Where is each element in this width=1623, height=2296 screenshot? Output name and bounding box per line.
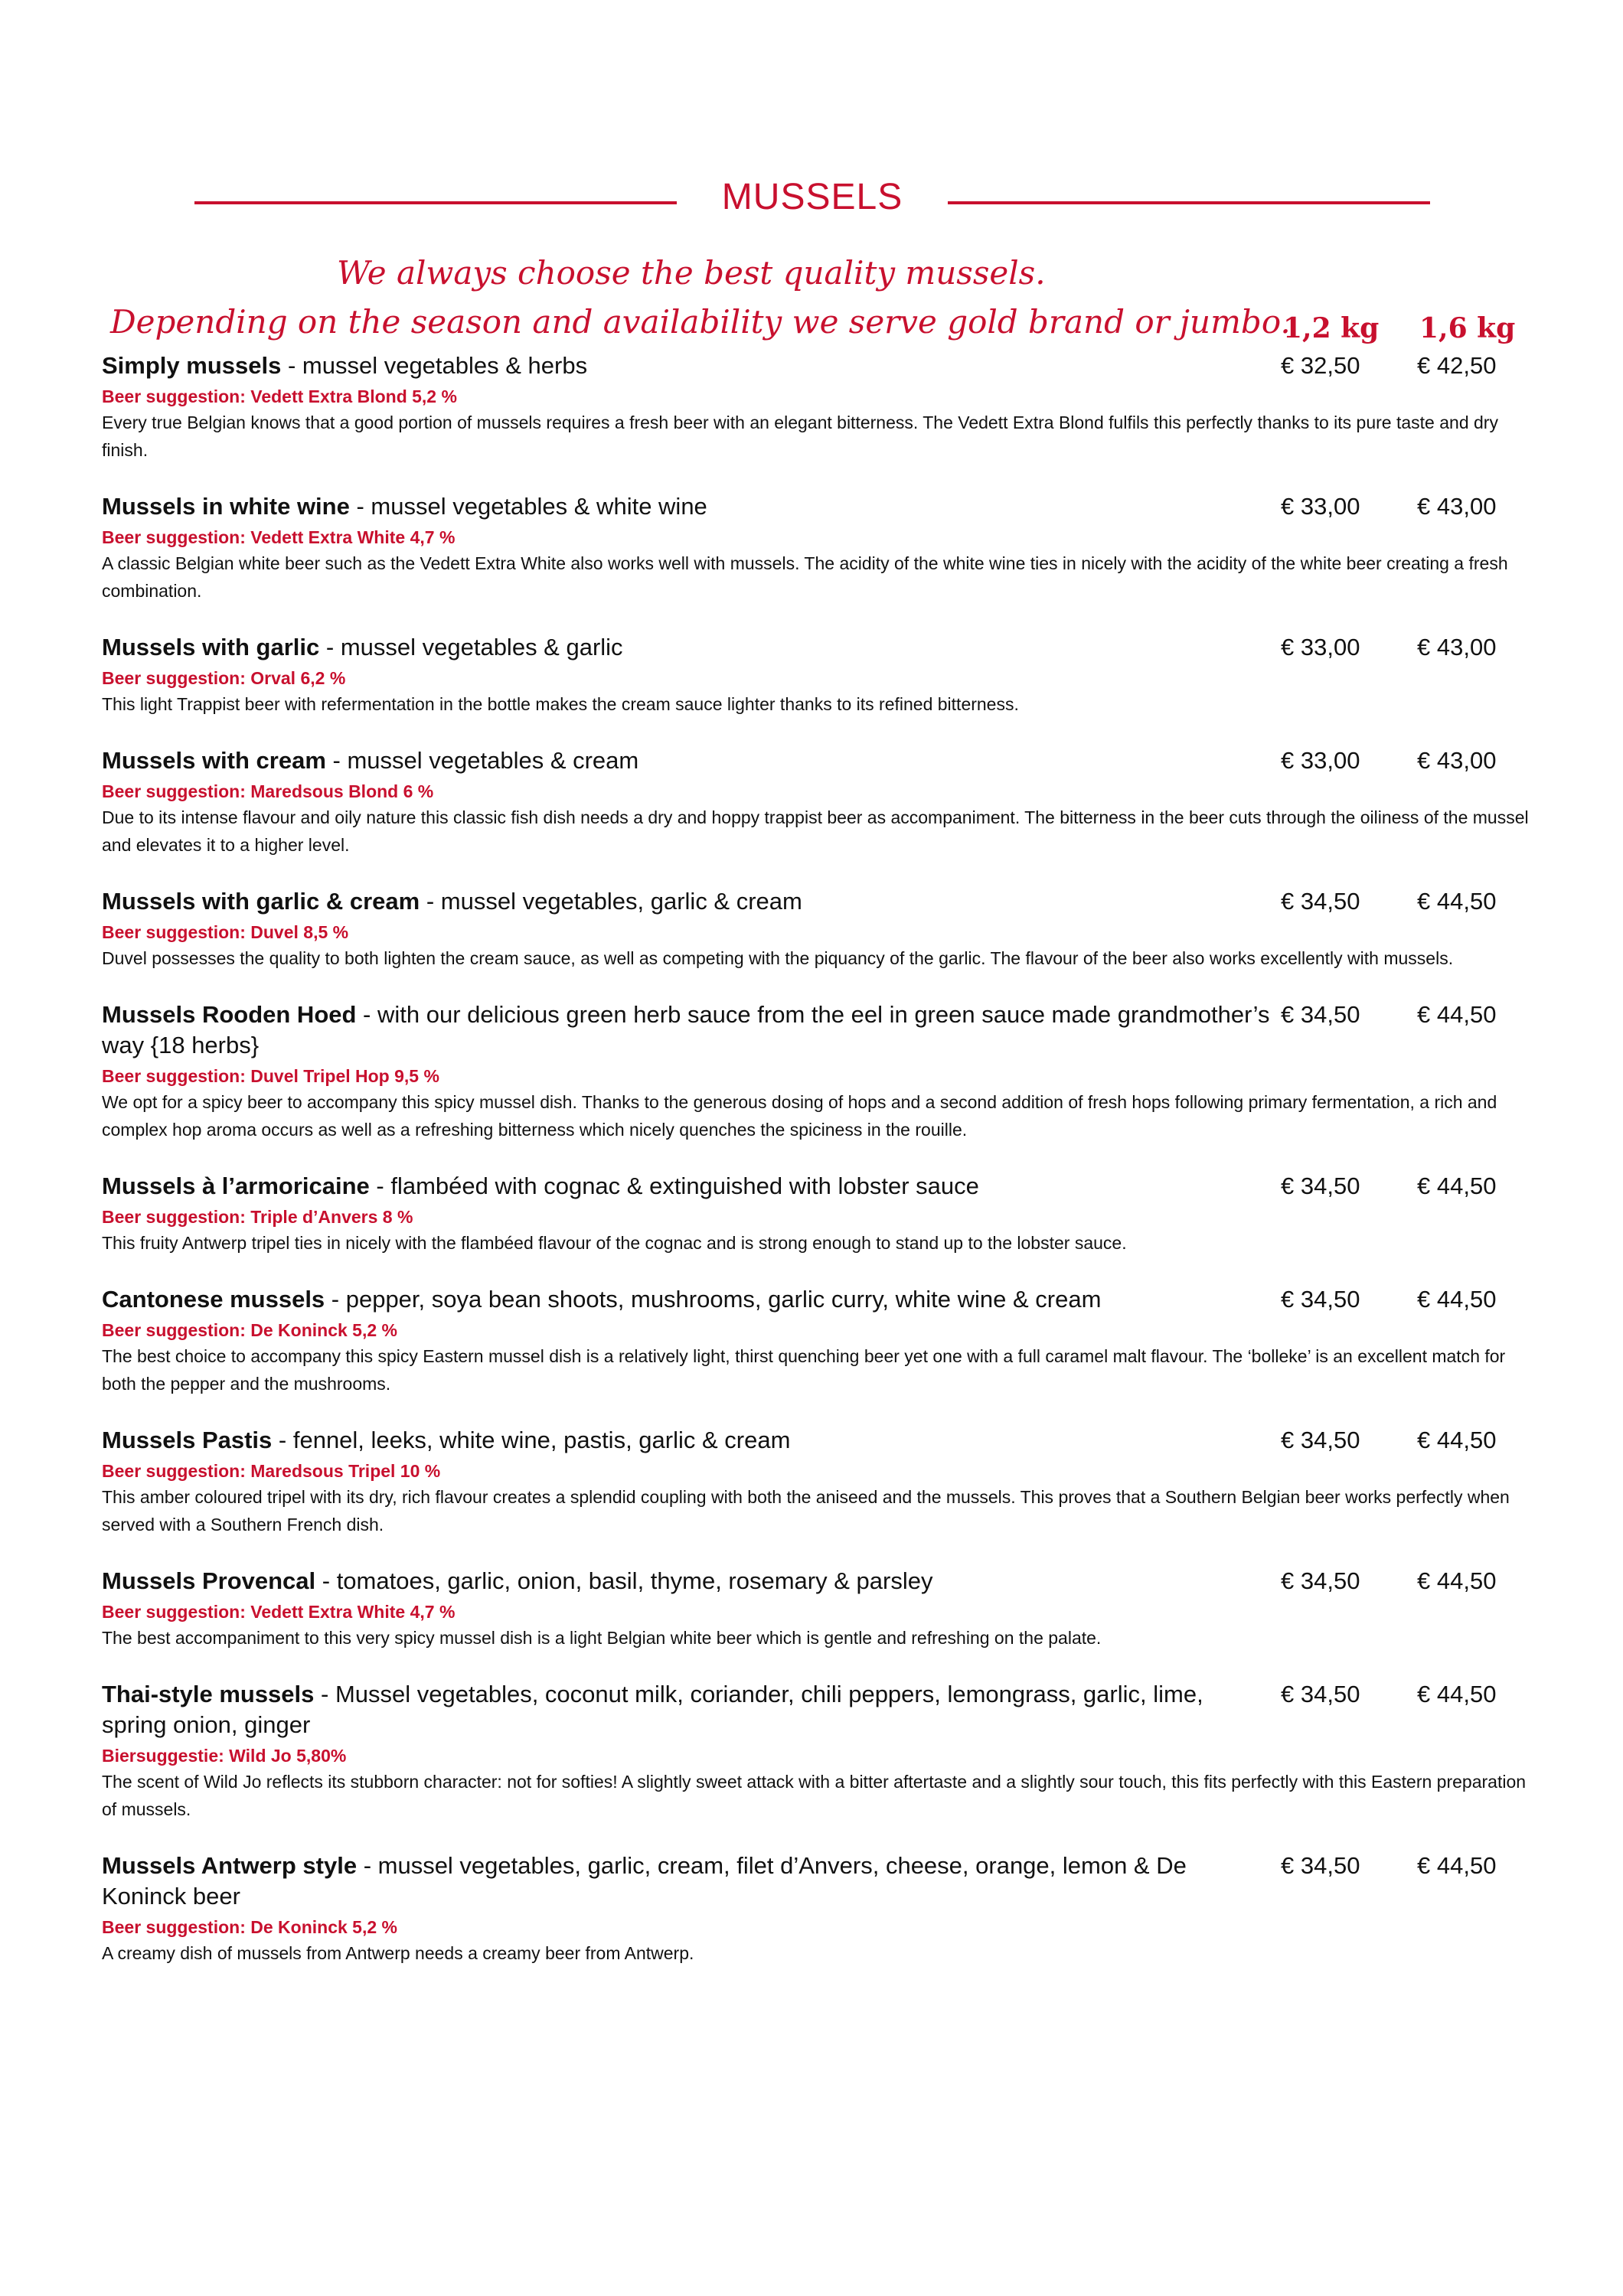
- beer-suggestion: Beer suggestion: Maredsous Blond 6 %: [102, 781, 434, 801]
- price-1-6kg: € 43,00: [1417, 747, 1497, 774]
- tagline-season: Depending on the season and availability we serve gold brand or jumbo.: [110, 303, 1291, 341]
- item-name: Mussels Pastis: [102, 1427, 273, 1453]
- item-heading: [102, 632, 1533, 663]
- beer-suggestion: Beer suggestion: De Koninck 5,2 %: [102, 1917, 397, 1937]
- item-name: Simply mussels: [102, 352, 282, 379]
- item-name: Mussels with cream: [102, 747, 326, 774]
- beer-suggestion: Beer suggestion: Vedett Extra White 4,7 %: [102, 527, 456, 547]
- item-heading: [102, 351, 1533, 381]
- item-description: This fruity Antwerp tripel ties in nicely with the flambéed flavour of the cognac and is strong enough to stand up to the lobster sauce.: [102, 1233, 1127, 1253]
- item-description: Due to its intense flavour and oily nature this classic fish dish needs a dry and hoppy trappist beer as accompaniment. The bitterness in the beer cuts through the oiliness of the mussel and elevates it to a higher level.: [102, 807, 1529, 855]
- item-description: This amber coloured tripel with its dry, rich flavour creates a splendid coupling with both the aniseed and the mussels. This proves that a Southern Belgian beer works perfectly when served with a Southern French dish.: [102, 1487, 1510, 1534]
- item-details: - with our delicious green herb sauce from the eel in green sauce made grandmother’s way {18 herbs}: [102, 1001, 1270, 1058]
- tagline-quality: We always choose the best quality mussels.: [337, 254, 1046, 292]
- price-1-6kg: € 42,50: [1417, 352, 1497, 379]
- price-1-2kg: € 34,50: [1281, 1852, 1360, 1879]
- item-details: - mussel vegetables & garlic: [319, 634, 623, 660]
- item-heading: [102, 1171, 1533, 1202]
- menu-item: [102, 1851, 1533, 1967]
- price-1-6kg: € 44,50: [1417, 1172, 1497, 1199]
- item-name: Mussels in white wine: [102, 493, 350, 520]
- price-1-2kg: € 34,50: [1281, 888, 1360, 915]
- menu-item: [102, 632, 1533, 718]
- item-details: - tomatoes, garlic, onion, basil, thyme, rosemary & parsley: [315, 1567, 933, 1594]
- item-details: - Mussel vegetables, coconut milk, coriander, chili peppers, lemongrass, garlic, lime, spring onion, ginger: [102, 1681, 1203, 1738]
- size-header-large: 1,6 kg: [1419, 312, 1516, 344]
- item-details: - mussel vegetables, garlic, cream, filet d’Anvers, cheese, orange, lemon & De Koninck beer: [102, 1852, 1187, 1910]
- page-title: MUSSELS: [721, 177, 903, 217]
- title-row: [0, 176, 1623, 237]
- beer-suggestion: Beer suggestion: Duvel Tripel Hop 9,5 %: [102, 1066, 439, 1086]
- item-details: - mussel vegetables & white wine: [349, 493, 707, 520]
- menu-item: [102, 491, 1533, 605]
- item-name: Mussels Provencal: [102, 1567, 316, 1594]
- item-heading: [102, 1851, 1533, 1912]
- price-1-2kg: € 34,50: [1281, 1286, 1360, 1313]
- item-description: This light Trappist beer with refermentation in the bottle makes the cream sauce lighter thanks to its refined bitterness.: [102, 694, 1019, 714]
- item-name: Mussels with garlic & cream: [102, 888, 420, 915]
- item-description: The best accompaniment to this very spicy mussel dish is a light Belgian white beer which is gentle and refreshing on the palate.: [102, 1628, 1102, 1648]
- menu-item: [102, 745, 1533, 859]
- price-1-6kg: € 43,00: [1417, 634, 1497, 660]
- price-1-2kg: € 34,50: [1281, 1172, 1360, 1199]
- item-details: - mussel vegetables, garlic & cream: [420, 888, 802, 915]
- item-details: - mussel vegetables & cream: [325, 747, 639, 774]
- item-description: Every true Belgian knows that a good portion of mussels requires a fresh beer with an elegant bitterness. The Vedett Extra Blond fulfils this perfectly thanks to its pure taste and dry finish.: [102, 413, 1498, 460]
- item-description: The best choice to accompany this spicy Eastern mussel dish is a relatively light, thirst quenching beer yet one with a full caramel malt flavour. The ‘bolleke’ is an excellent match for both the pepper and the mushrooms.: [102, 1346, 1506, 1394]
- price-1-2kg: € 33,00: [1281, 493, 1360, 520]
- beer-suggestion: Beer suggestion: Orval 6,2 %: [102, 668, 346, 688]
- item-name: Cantonese mussels: [102, 1286, 325, 1313]
- menu-item: [102, 1000, 1533, 1143]
- menu-item: [102, 1679, 1533, 1823]
- price-1-6kg: € 44,50: [1417, 1427, 1497, 1453]
- item-description: Duvel possesses the quality to both lighten the cream sauce, as well as competing with the piquancy of the garlic. The flavour of the beer also works excellently with mussels.: [102, 948, 1454, 968]
- size-header-small: 1,2 kg: [1283, 312, 1380, 344]
- beer-suggestion: Beer suggestion: Vedett Extra White 4,7 %: [102, 1602, 456, 1622]
- menu-item: [102, 1425, 1533, 1538]
- item-heading: [102, 1000, 1533, 1061]
- item-description: A classic Belgian white beer such as the Vedett Extra White also works well with mussels. The acidity of the white wine ties in nicely with the acidity of the white beer creating a fresh combination.: [102, 553, 1508, 601]
- menu-item: [102, 1284, 1533, 1397]
- price-1-2kg: € 34,50: [1281, 1567, 1360, 1594]
- item-heading: [102, 1425, 1533, 1456]
- price-1-2kg: € 33,00: [1281, 747, 1360, 774]
- menu-item: [102, 1171, 1533, 1257]
- price-1-6kg: € 44,50: [1417, 1001, 1497, 1028]
- price-1-6kg: € 44,50: [1417, 1852, 1497, 1879]
- item-heading: [102, 745, 1533, 776]
- menu-item: [102, 886, 1533, 972]
- item-description: A creamy dish of mussels from Antwerp needs a creamy beer from Antwerp.: [102, 1943, 694, 1963]
- menu-items: [102, 351, 1533, 1994]
- price-1-2kg: € 34,50: [1281, 1427, 1360, 1453]
- price-1-6kg: € 44,50: [1417, 1286, 1497, 1313]
- item-heading: [102, 1566, 1533, 1596]
- item-description: The scent of Wild Jo reflects its stubborn character: not for softies! A slightly sweet attack with a bitter aftertaste and a slightly sour touch, this fits perfectly with this Eastern preparation of mussels.: [102, 1772, 1527, 1819]
- item-heading: [102, 886, 1533, 917]
- price-1-6kg: € 44,50: [1417, 1567, 1497, 1594]
- item-name: Mussels Antwerp style: [102, 1852, 358, 1879]
- menu-item: [102, 1566, 1533, 1652]
- beer-suggestion: Beer suggestion: Triple d’Anvers 8 %: [102, 1207, 413, 1227]
- price-1-6kg: € 44,50: [1417, 888, 1497, 915]
- item-name: Mussels with garlic: [102, 634, 320, 660]
- price-1-6kg: € 44,50: [1417, 1681, 1497, 1707]
- item-heading: [102, 1284, 1533, 1315]
- beer-suggestion: Beer suggestion: Duvel 8,5 %: [102, 922, 349, 942]
- beer-suggestion: Beer suggestion: De Koninck 5,2 %: [102, 1320, 397, 1340]
- title-rule-left: [194, 201, 677, 204]
- beer-suggestion: Beer suggestion: Maredsous Tripel 10 %: [102, 1461, 441, 1481]
- item-details: - mussel vegetables & herbs: [281, 352, 588, 379]
- beer-suggestion: Beer suggestion: Vedett Extra Blond 5,2 %: [102, 386, 457, 406]
- price-1-2kg: € 34,50: [1281, 1681, 1360, 1707]
- item-details: - pepper, soya bean shoots, mushrooms, garlic curry, white wine & cream: [325, 1286, 1102, 1313]
- item-description: We opt for a spicy beer to accompany this spicy mussel dish. Thanks to the generous dosing of hops and a second addition of fresh hops following primary fermentation, a rich and complex hop aroma occurs as well as a refreshing bitterness which nicely quenches the spiciness in the rouille.: [102, 1092, 1497, 1140]
- price-1-2kg: € 34,50: [1281, 1001, 1360, 1028]
- menu-item: [102, 351, 1533, 464]
- item-details: - flambéed with cognac & extinguished with lobster sauce: [369, 1172, 979, 1199]
- item-details: - fennel, leeks, white wine, pastis, garlic & cream: [272, 1427, 791, 1453]
- item-name: Mussels à l’armoricaine: [102, 1172, 370, 1199]
- price-1-6kg: € 43,00: [1417, 493, 1497, 520]
- item-heading: [102, 491, 1533, 522]
- item-heading: [102, 1679, 1533, 1740]
- price-1-2kg: € 33,00: [1281, 634, 1360, 660]
- item-name: Mussels Rooden Hoed: [102, 1001, 357, 1028]
- price-1-2kg: € 32,50: [1281, 352, 1360, 379]
- title-rule-right: [948, 201, 1430, 204]
- item-name: Thai-style mussels: [102, 1681, 315, 1707]
- beer-suggestion: Biersuggestie: Wild Jo 5,80%: [102, 1746, 347, 1766]
